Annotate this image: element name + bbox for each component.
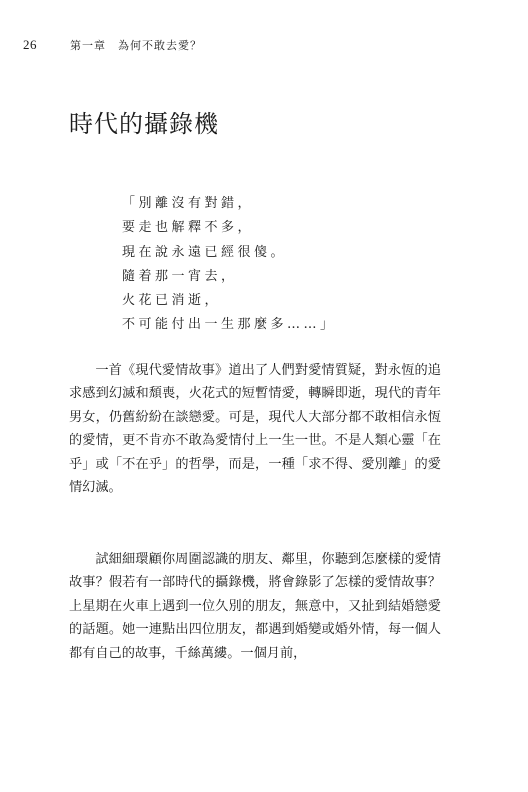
lyric-line: 「別離沒有對錯， xyxy=(122,196,255,211)
lyric-line: 要走也解釋不多， xyxy=(122,220,255,236)
lyric-line: 火花已消逝， xyxy=(122,293,222,309)
lyric-line: 隨着那一宵去， xyxy=(122,268,238,284)
section-title: 時代的攝錄機 xyxy=(69,110,219,138)
body-paragraph: 試細細環顧你周圍認識的朋友、鄰里，你聽到怎麼樣的愛情故事？假若有一部時代的攝錄機，將會錄影了怎樣的愛情故事？上星期在火車上遇到一位久別的朋友，無意中，又扯到結婚戀愛的話題。她一連點出四位朋友，都遇到婚變或婚外情，每一個人都有自己的故事，千絲萬縷。一個月前， xyxy=(69,552,441,661)
lyric-line: 不可能付出一生那麼多……」 xyxy=(122,317,337,333)
song-lyrics-quote xyxy=(122,192,337,338)
body-paragraph: 一首《現代愛情故事》道出了人們對愛情質疑，對永恆的追求感到幻滅和頹喪，火花式的短暫情愛，轉瞬即逝，現代的青年男女，仍舊紛紛在談戀愛。可是，現代人大部分都不敢相信永恆的愛情，更不肯亦不敢為愛情付上一生一世。不是人類心靈「在乎」或「不在乎」的哲學，而是，一種「求不得、愛別離」的愛情幻滅。 xyxy=(69,363,441,496)
running-header: 第一章 為何不敢去愛？ xyxy=(70,39,202,52)
page-number: 26 xyxy=(23,37,37,52)
lyric-line: 現在說永遠已經很傻。 xyxy=(122,244,288,260)
